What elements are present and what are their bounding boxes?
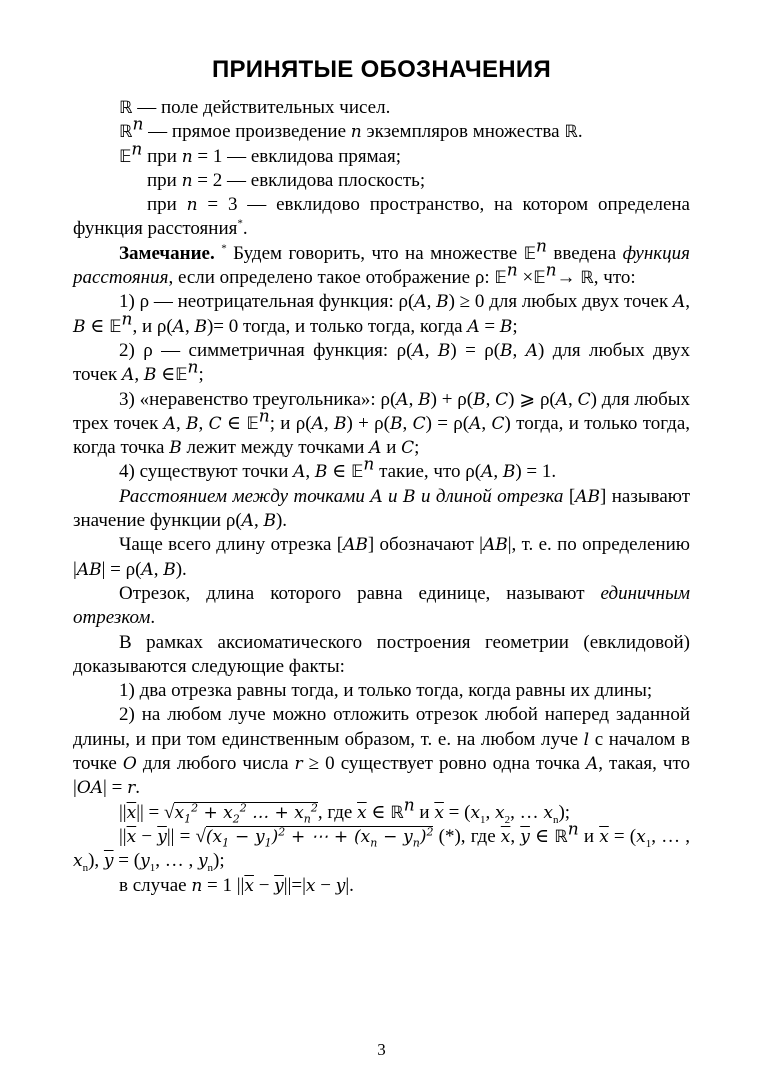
notation-line-3: 𝔼$^n$ при n = 1 — евклидова прямая; xyxy=(119,139,401,167)
length-notation: Чаще всего длину отрезка [AB] обозначают |AB|, т. е. по определению |AB| = ρ(A, B). xyxy=(73,534,690,580)
notation-line-1: ℝ — поле действительных чисел. xyxy=(119,97,391,118)
norm-formula: $||\overline{x}|| = √x_1^2 + x_2^2$ … + $x_n^2$, где $\overline{x}$ ∈ ℝ$^n$ и $\overline{x} = (x_1$, $x_2$, … $x_n$); xyxy=(119,795,571,826)
notation-line-5: при n = 3 — евклидово пространство, на котором определена функция расстояния*. xyxy=(73,194,690,240)
distance-definition: Расстоянием между точками A и B и длиной отрезка [AB] называют значение функции ρ(A, B). xyxy=(73,485,691,532)
notation-line-4: при n = 2 — евклидова плоскость; xyxy=(147,169,426,191)
fact-2: 2) на любом луче можно отложить отрезок любой наперед заданной длины, и при том единственным образом, т. е. на любом луче l с началом в точке O для любого числа r ≥ 0 существует ровно одна точка A, такая, что |OA| = r. xyxy=(73,704,691,799)
remark-paragraph: Замечание. * Будем говорить, что на множестве 𝔼$^n$ введена функция расстояния, если определено такое отображение ρ: 𝔼$^n$ ×𝔼$^n$→ ℝ, что: xyxy=(73,236,691,289)
page-number: 3 xyxy=(377,1040,386,1059)
notation-body xyxy=(73,96,690,898)
fact-1: 1) два отрезка равны тогда, и только тогда, когда равны их длины; xyxy=(119,680,653,702)
property-3: 3) «неравенство треугольника»: ρ(A, B) + ρ(B, C) ⩾ ρ(A, C) для любых трех точек A, B, C ∈ 𝔼$^n$; и ρ(A, B) + ρ(B, C) = ρ(A, C) тогда, и только тогда, когда точка B лежит между точками A и C; xyxy=(73,388,691,459)
property-2: 2) ρ — симметричная функция: ρ(A, B) = ρ(B, A) для любых двух точек A, B ∈𝔼$^n$; xyxy=(73,339,690,386)
page-title: ПРИНЯТЫЕ ОБОЗНАЧЕНИЯ xyxy=(211,56,552,83)
property-1: 1) ρ — неотрицательная функция: ρ(A, B) ≥ 0 для любых двух точек A, B ∈ 𝔼$^n$, и ρ(A, B)= 0 тогда, и только тогда, когда A = B; xyxy=(73,291,690,337)
notation-line-2: ℝ$^n$ — прямое произведение n экземпляров множества ℝ. xyxy=(119,114,583,143)
property-4: 4) существуют точки A, B ∈ 𝔼$^n$ такие, что ρ(A, B) = 1. xyxy=(119,455,557,483)
one-dimensional-case: в случае n = 1 $||\overline{x} - \overline{y}||=|x - y|$. xyxy=(119,874,354,896)
unit-segment: Отрезок, длина которого равна единице, называют единичным отрезком. xyxy=(73,582,690,629)
distance-formula: $||\overline{x} - \overline{y}|| = √(x_1 - y_1)^2$ + ⋯ + $(x_n - y_n)^2$ (*), где $\overline{x}$, $\overline{y}$ ∈ ℝ$^n$ и $\overline{x} = (x_1$, … , $x_n$), $\overline{y} = (y_1$, … , $y_n$); xyxy=(73,819,691,874)
axiomatic-intro: В рамках аксиоматического построения геометрии (евклидовой) доказываются следующие факты: xyxy=(73,631,690,677)
